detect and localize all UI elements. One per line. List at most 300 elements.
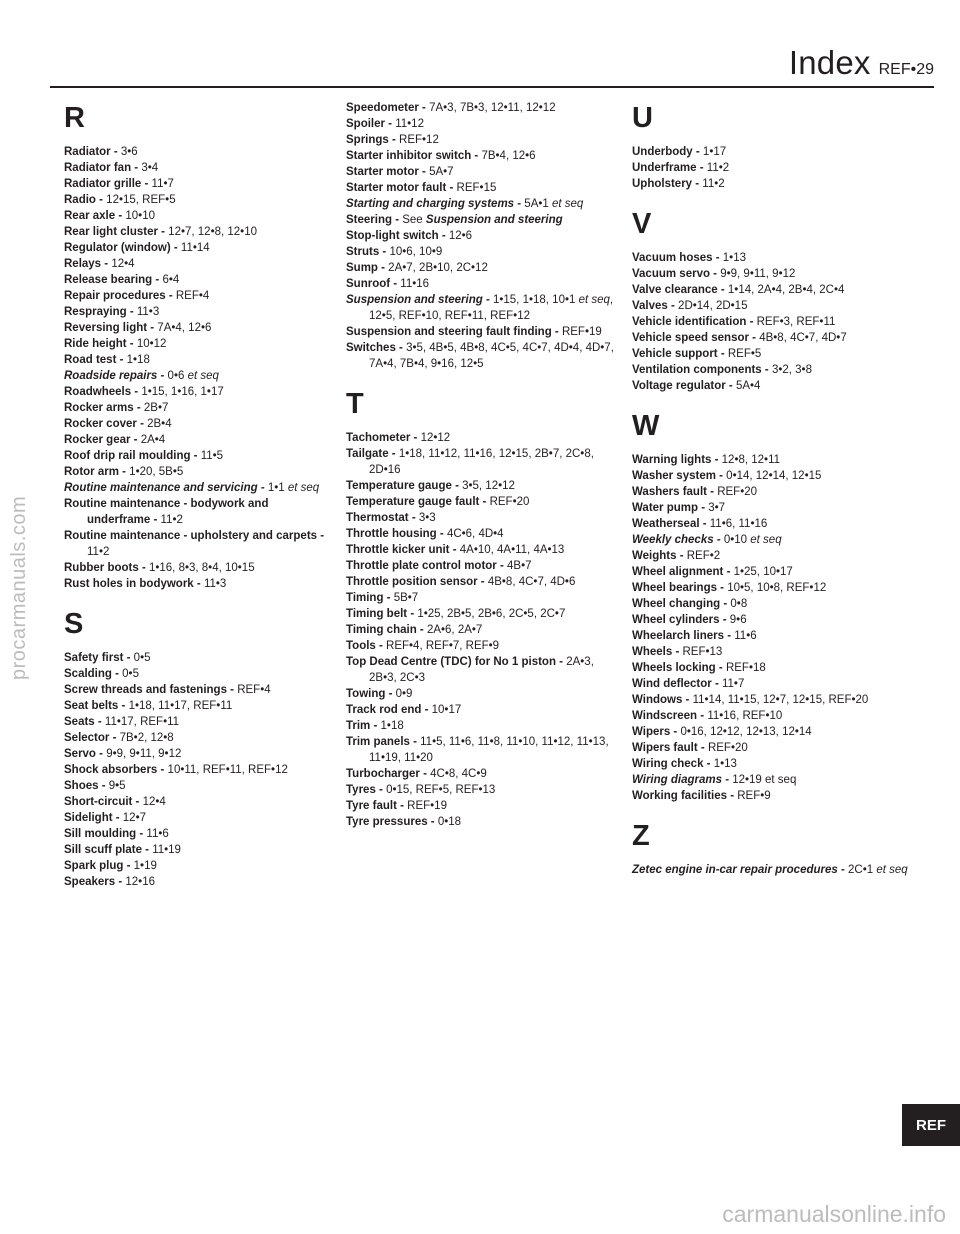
index-entry [632, 330, 914, 346]
entry-refs [732, 774, 796, 786]
index-entry [346, 228, 614, 244]
index-entry [64, 192, 329, 208]
entry-term: Working facilities - [632, 790, 738, 802]
entry-term: Timing - [346, 592, 394, 604]
entry-term: Starter motor - [346, 166, 430, 178]
index-entry [632, 144, 914, 160]
entry-term: Rotor arm - [64, 466, 130, 478]
index-entry [346, 638, 614, 654]
entry-page-refs: 1•13 [713, 758, 737, 770]
entry-page-refs: 5B•7 [393, 592, 419, 604]
entry-term: Vehicle identification - [632, 316, 757, 328]
entry-refs [144, 402, 169, 414]
entry-refs [714, 758, 737, 770]
entry-refs [728, 284, 844, 296]
index-entry [64, 810, 329, 826]
index-entry [346, 478, 614, 494]
index-entry [64, 240, 329, 256]
entry-page-refs-more: , 12•5, REF•10, REF•11, REF•12 [369, 294, 614, 322]
entry-page-refs: 7A•4, 12•6 [157, 322, 212, 334]
entry-refs [427, 624, 482, 636]
entry-refs [707, 710, 782, 722]
index-entry [346, 100, 614, 116]
index-entry [346, 622, 614, 638]
index-entry [64, 480, 329, 496]
entry-term: Wheel alignment - [632, 566, 734, 578]
index-section [64, 606, 329, 890]
entry-term: Routine maintenance - bodywork and underframe - [64, 498, 269, 526]
ref-section-tab: REF [902, 1104, 960, 1146]
entry-refs [389, 246, 442, 258]
section-letter: R [64, 102, 85, 134]
entry-refs [125, 210, 155, 222]
entry-refs [134, 652, 151, 664]
entry-term: Washer system - [632, 470, 727, 482]
index-entry [64, 528, 329, 560]
index-entry [632, 692, 914, 708]
entry-refs [726, 470, 821, 482]
index-entry [64, 368, 329, 384]
entry-term: Safety first - [64, 652, 134, 664]
entry-term: Vehicle support - [632, 348, 728, 360]
entry-term: Radiator fan - [64, 162, 142, 174]
entry-page-refs: 2D•14, 2D•15 [678, 300, 748, 312]
entry-term: Rear light cluster - [64, 226, 169, 238]
entry-page-refs: 1•20, 5B•5 [129, 466, 184, 478]
section-letter: U [632, 102, 653, 134]
index-entry [632, 660, 914, 676]
entry-page-refs: 0•5 [122, 668, 139, 680]
index-entry [632, 500, 914, 516]
entry-refs [386, 640, 499, 652]
entry-refs [176, 290, 209, 302]
entry-page-refs: 3•6 [120, 146, 138, 158]
entry-refs [693, 694, 869, 706]
entry-et-seq: et seq [551, 198, 584, 210]
entry-page-refs: 4A•10, 4A•11, 4A•13 [459, 544, 565, 556]
entry-term: Temperature gauge - [346, 480, 463, 492]
index-section [632, 818, 914, 878]
entry-term: Sill moulding - [64, 828, 147, 840]
entry-term: Tyre fault - [346, 800, 408, 812]
entry-page-refs: See [402, 214, 426, 226]
entry-term: Weights - [632, 550, 687, 562]
entry-page-refs: 0•16, 12•12, 12•13, 12•14 [680, 726, 812, 738]
entry-page-refs: 11•7 [721, 678, 745, 690]
entry-refs [396, 688, 413, 700]
index-entry [64, 304, 329, 320]
index-entry [346, 782, 614, 798]
entry-refs [490, 496, 530, 508]
entry-page-refs: REF•4 [237, 684, 271, 696]
entry-refs [147, 418, 172, 430]
entry-refs [168, 370, 219, 382]
entry-page-refs: 0•6 [167, 370, 188, 382]
index-entry [632, 644, 914, 660]
entry-refs [399, 134, 439, 146]
entry-page-refs: 0•5 [133, 652, 151, 664]
index-entry [64, 352, 329, 368]
entry-term: Temperature gauge fault - [346, 496, 490, 508]
entry-term: Throttle plate control motor - [346, 560, 507, 572]
entry-page-refs: 11•3 [203, 578, 227, 590]
entry-term: Windows - [632, 694, 693, 706]
entry-term: Vacuum hoses - [632, 252, 723, 264]
entry-term: Upholstery - [632, 178, 703, 190]
entry-page-refs: 1•15, 1•18, 10•1 [492, 294, 579, 306]
entry-refs [734, 566, 793, 578]
entry-term: Roof drip rail moulding - [64, 450, 201, 462]
entry-term: Speakers - [64, 876, 126, 888]
entry-term: Wipers - [632, 726, 681, 738]
entry-refs [708, 742, 748, 754]
entry-page-refs: 10•5, 10•8, REF•12 [727, 582, 827, 594]
entry-term: Rocker gear - [64, 434, 141, 446]
entry-page-refs: 5A•4 [735, 380, 761, 392]
index-entry [632, 378, 914, 394]
index-entry [64, 746, 329, 762]
entry-page-refs: 11•2 [87, 546, 110, 558]
index-entry [64, 464, 329, 480]
index-entry [64, 496, 329, 528]
entry-term: Vehicle speed sensor - [632, 332, 760, 344]
entry-page-refs: 2B•7 [143, 402, 169, 414]
index-entry [346, 116, 614, 132]
entry-term: Relays - [64, 258, 112, 270]
entry-refs [204, 578, 226, 590]
entry-page-refs: 10•10 [125, 210, 155, 222]
index-entry [632, 346, 914, 362]
entry-term: Rubber boots - [64, 562, 149, 574]
entry-page-refs: 10•11, REF•11, REF•12 [167, 764, 288, 776]
entry-term: Short-circuit - [64, 796, 143, 808]
entry-refs [134, 860, 157, 872]
entry-term: Washers fault - [632, 486, 718, 498]
entry-term: Sidelight - [64, 812, 123, 824]
entry-page-refs: 9•5 [108, 780, 126, 792]
entry-term: Wiring check - [632, 758, 714, 770]
entry-term: Release bearing - [64, 274, 163, 286]
entry-term: Wiring diagrams - [632, 774, 733, 786]
entry-refs [524, 198, 583, 210]
index-entry [64, 288, 329, 304]
index-entry [632, 452, 914, 468]
bottom-watermark: carmanualsonline.info [722, 1201, 946, 1227]
index-entry [632, 484, 914, 500]
index-entry [346, 734, 614, 766]
index-entry [346, 606, 614, 622]
entry-page-refs: REF•4, REF•7, REF•9 [386, 640, 500, 652]
index-entry [64, 320, 329, 336]
entry-term: Suspension and steering fault finding - [346, 326, 562, 338]
index-entry [64, 682, 329, 698]
entry-term: Valves - [632, 300, 679, 312]
entry-page-refs: REF•5 [727, 348, 762, 360]
entry-see-ref: Suspension and steering [425, 214, 563, 226]
entry-refs [402, 214, 562, 226]
entry-refs [447, 528, 504, 540]
page-number: REF•29 [878, 61, 934, 78]
entry-term: Wheel cylinders - [632, 614, 730, 626]
index-entry [632, 468, 914, 484]
entry-page-refs: 5A•7 [429, 166, 454, 178]
index-entry [346, 686, 614, 702]
index-entry [346, 244, 614, 260]
entry-refs [710, 518, 768, 530]
entry-et-seq: et seq [578, 294, 610, 306]
index-entry [632, 532, 914, 548]
entry-term: Shock absorbers - [64, 764, 168, 776]
index-entry [346, 430, 614, 446]
entry-page-refs: 12•7, 12•8, 12•10 [168, 226, 257, 238]
entry-refs [848, 864, 908, 876]
entry-term: Tools - [346, 640, 387, 652]
entry-refs [157, 322, 211, 334]
entry-et-seq: et seq [187, 370, 219, 382]
entry-page-refs: 3•3 [418, 512, 436, 524]
entry-page-refs: REF•13 [682, 646, 723, 658]
side-watermark: procarmanuals.com [8, 495, 30, 680]
entry-page-refs: REF•19 [407, 800, 447, 812]
index-entry [632, 580, 914, 596]
entry-term: Timing belt - [346, 608, 418, 620]
index-column-1 [64, 100, 329, 904]
entry-page-refs: 12•12 [420, 432, 451, 444]
entry-term: Tailgate - [346, 448, 399, 460]
entry-page-refs: 0•10 [723, 534, 751, 546]
index-entry [64, 842, 329, 858]
index-entry [346, 574, 614, 590]
entry-term: Road test - [64, 354, 127, 366]
index-section [632, 408, 914, 804]
index-entry [632, 788, 914, 804]
entry-page-refs: 0•15, REF•5, REF•13 [386, 784, 496, 796]
entry-et-seq: et seq [750, 534, 782, 546]
index-entry [632, 756, 914, 772]
entry-term: Towing - [346, 688, 396, 700]
index-section [632, 100, 914, 192]
entry-refs [268, 482, 319, 494]
entry-refs [122, 668, 139, 680]
index-entry [64, 714, 329, 730]
entry-term: Wheels locking - [632, 662, 726, 674]
section-letter: T [346, 388, 364, 420]
entry-page-refs: 3•7 [708, 502, 726, 514]
index-entry [346, 766, 614, 782]
entry-page-refs: 11•6, 11•16 [709, 518, 768, 530]
entry-page-refs: 3•2, 3•8 [771, 364, 812, 376]
entry-page-refs: 11•14 [180, 242, 210, 254]
entry-page-refs: 7A•3, 7B•3, 12•11, 12•12 [429, 102, 556, 114]
entry-term: Wheel bearings - [632, 582, 728, 594]
entry-page-refs: 1•18 [380, 720, 404, 732]
entry-refs [421, 432, 451, 444]
entry-refs [388, 262, 488, 274]
entry-term: Top Dead Centre (TDC) for No 1 piston - [346, 656, 567, 668]
entry-term: Selector - [64, 732, 120, 744]
entry-refs [129, 700, 233, 712]
entry-refs [168, 226, 257, 238]
entry-page-refs: 1•18, 11•12, 11•16, 12•15, 2B•7, 2C•8, 2D•16 [369, 448, 594, 476]
index-entry [346, 654, 614, 686]
entry-page-refs: 10•12 [136, 338, 167, 350]
index-entry [632, 548, 914, 564]
entry-page-refs: REF•20 [489, 496, 530, 508]
index-entry [346, 340, 614, 372]
entry-refs [703, 146, 726, 158]
entry-refs [759, 332, 847, 344]
entry-page-refs: REF•4 [175, 290, 210, 302]
entry-term: Ventilation components - [632, 364, 772, 376]
entry-page-refs: 12•8, 12•11 [721, 454, 781, 466]
entry-refs [488, 576, 576, 588]
entry-refs [141, 162, 158, 174]
entry-refs [724, 534, 782, 546]
entry-term: Radio - [64, 194, 107, 206]
entry-term: Roadside repairs - [64, 370, 168, 382]
entry-refs [395, 118, 424, 130]
entry-refs [727, 582, 826, 594]
entry-page-refs: 3•5, 12•12 [462, 480, 515, 492]
entry-refs [417, 608, 565, 620]
entry-term: Seat belts - [64, 700, 129, 712]
entry-refs [722, 454, 780, 466]
entry-page-refs: 0•18 [437, 816, 462, 828]
entry-page-refs: REF•12 [399, 134, 439, 146]
entry-refs [152, 178, 174, 190]
section-letter: W [632, 410, 660, 442]
entry-refs [106, 194, 175, 206]
entry-page-refs: 12•15, REF•5 [106, 194, 176, 206]
entry-refs [717, 486, 757, 498]
index-entry [64, 176, 329, 192]
index-entry [346, 542, 614, 558]
entry-page-refs: 11•2 [706, 162, 730, 174]
entry-term: Sump - [346, 262, 389, 274]
entry-refs [722, 678, 744, 690]
entry-page-refs: 2A•3, 2B•3, 2C•3 [369, 656, 594, 684]
entry-refs [682, 646, 722, 658]
entry-term: Shoes - [64, 780, 109, 792]
entry-term: Weatherseal - [632, 518, 710, 530]
entry-term: Starting and charging systems - [346, 198, 525, 210]
entry-page-refs: 4B•7 [507, 560, 532, 572]
entry-page-refs: 1•18, 11•17, REF•11 [128, 700, 233, 712]
entry-refs [120, 732, 174, 744]
entry-term: Starter motor fault - [346, 182, 457, 194]
entry-refs [123, 812, 146, 824]
entry-term: Trim panels - [346, 736, 421, 748]
entry-refs [400, 278, 429, 290]
entry-refs [438, 816, 461, 828]
entry-term: Seats - [64, 716, 105, 728]
entry-refs [432, 704, 462, 716]
entry-refs [449, 230, 472, 242]
entry-term: Warning lights - [632, 454, 722, 466]
index-entry [64, 336, 329, 352]
entry-page-refs: 2A•7, 2B•10, 2C•12 [388, 262, 488, 274]
entry-refs [507, 560, 532, 572]
entry-page-refs: 11•14, 11•15, 12•7, 12•15, REF•20 [692, 694, 869, 706]
entry-refs [146, 828, 168, 840]
index-entry [346, 260, 614, 276]
index-entry [64, 160, 329, 176]
entry-term: Tyre pressures - [346, 816, 438, 828]
index-entry [346, 558, 614, 574]
entry-page-refs: 9•9, 9•11, 9•12 [720, 268, 796, 280]
entry-page-refs: REF•20 [717, 486, 758, 498]
entry-page-refs: 4C•8, 4C•9 [430, 768, 487, 780]
entry-refs [772, 364, 812, 376]
index-entry [346, 132, 614, 148]
entry-page-refs: 2C•1 [848, 864, 877, 876]
index-entry [64, 144, 329, 160]
entry-refs [707, 162, 729, 174]
entry-term: Throttle kicker unit - [346, 544, 460, 556]
entry-term: Rust holes in bodywork - [64, 578, 204, 590]
entry-term: Spark plug - [64, 860, 134, 872]
entry-term: Trim - [346, 720, 381, 732]
entry-page-refs: 11•16, REF•10 [707, 710, 783, 722]
entry-page-refs: 9•9, 9•11, 9•12 [106, 748, 182, 760]
entry-page-refs: 1•1 [267, 482, 288, 494]
entry-term: Wipers fault - [632, 742, 708, 754]
index-entry [64, 272, 329, 288]
entry-page-refs: 12•7 [122, 812, 146, 824]
entry-refs [407, 800, 447, 812]
entry-term: Underframe - [632, 162, 707, 174]
entry-et-seq: et seq [876, 864, 908, 876]
entry-refs [111, 258, 134, 270]
entry-term: Ride height - [64, 338, 137, 350]
entry-refs [429, 166, 454, 178]
entry-page-refs: 11•7 [151, 178, 174, 190]
entry-term: Struts - [346, 246, 390, 258]
entry-refs [105, 716, 179, 728]
entry-page-refs: 10•17 [431, 704, 462, 716]
entry-page-refs: 0•9 [395, 688, 413, 700]
index-entry [64, 778, 329, 794]
index-entry [346, 324, 614, 340]
entry-page-refs: 1•14, 2A•4, 2B•4, 2C•4 [727, 284, 845, 296]
entry-refs [137, 338, 167, 350]
entry-term: Rocker arms - [64, 402, 144, 414]
entry-refs [137, 306, 159, 318]
entry-refs [708, 502, 725, 514]
index-entry [346, 276, 614, 292]
entry-page-refs: 5A•1 [524, 198, 552, 210]
entry-term: Wheelarch liners - [632, 630, 735, 642]
section-letter: Z [632, 820, 650, 852]
index-entry [64, 448, 329, 464]
entry-page-refs: 11•17, REF•11 [104, 716, 180, 728]
entry-refs [127, 354, 150, 366]
entry-refs [460, 544, 565, 556]
entry-term: Routine maintenance - upholstery and carpets - [64, 530, 325, 542]
entry-refs [125, 876, 155, 888]
index-entry [64, 698, 329, 714]
index-entry [64, 432, 329, 448]
index-entry [346, 212, 614, 228]
entry-term: Tyres - [346, 784, 387, 796]
entry-refs [369, 448, 594, 476]
entry-page-refs: 4C•6, 4D•4 [446, 528, 504, 540]
index-entry [632, 282, 914, 298]
entry-term: Regulator (window) - [64, 242, 181, 254]
entry-term: Sill scuff plate - [64, 844, 153, 856]
index-entry [346, 526, 614, 542]
entry-page-refs: REF•3, REF•11 [756, 316, 836, 328]
